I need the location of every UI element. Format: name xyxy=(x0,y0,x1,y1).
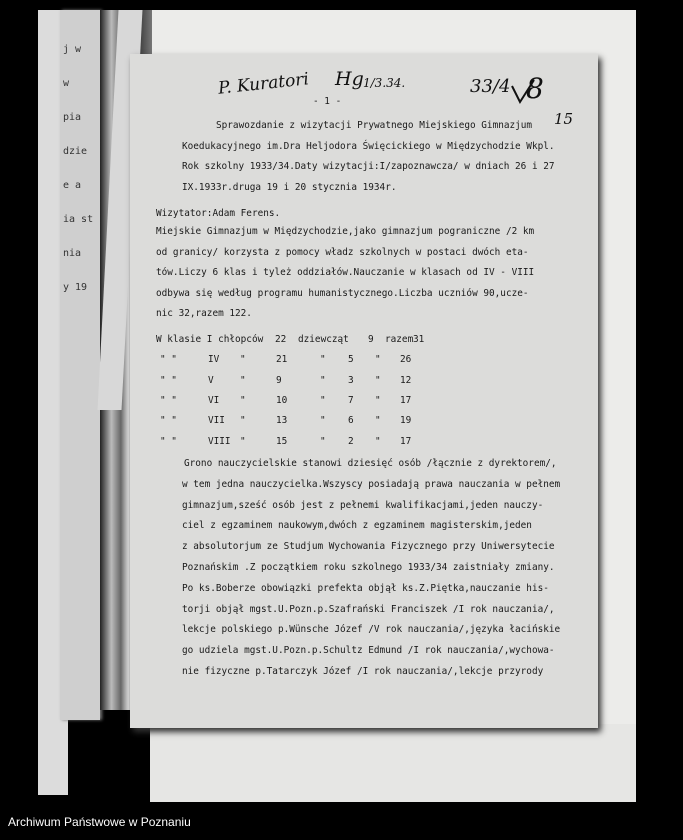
text-line: Po ks.Boberze obowiązki prefekta objął ks.Z.Piętka,nauczanie his- xyxy=(182,582,549,594)
text-line: ciel z egzaminem naukowym,dwóch z egzaminem magisterskim,jeden xyxy=(182,520,532,532)
class-table-cell: " xyxy=(320,435,326,447)
class-table-cell: " xyxy=(240,374,246,386)
class-table-cell: " xyxy=(320,354,326,366)
text-line: torji objął mgst.U.Pozn.p.Szafrański Franciszek /I rok nauczania/, xyxy=(182,603,555,615)
class-table-cell: " xyxy=(375,394,381,406)
left-strip-line: y 19 xyxy=(63,282,88,293)
text-line: lekcje polskiego p.Wünsche Józef /V rok nauczania/,języka łacińskie xyxy=(182,624,561,636)
class-table-cell: 9 xyxy=(276,374,282,386)
text-line: w tem jedna nauczycielka.Wszyscy posiadają prawa nauczania w pełnem xyxy=(182,478,561,490)
class-table-cell: 7 xyxy=(348,394,354,406)
annotation-side-number: 15 xyxy=(554,110,574,128)
class-table-cell: 10 xyxy=(276,394,288,406)
left-strip-line: dzie xyxy=(63,146,88,157)
annotation-top-left: P. Kuratori xyxy=(217,69,310,99)
class-table-cell: " xyxy=(375,435,381,447)
class-table-cell: dziewcząt xyxy=(298,334,349,345)
class-table-cell: " xyxy=(375,354,381,366)
class-table-cell: " xyxy=(240,415,246,427)
text-line: Grono nauczycielskie stanowi dziesięć osób /łącznie z dyrektorem/, xyxy=(184,458,557,469)
annotation-mark: 8 xyxy=(526,72,544,105)
class-table-cell: " xyxy=(240,354,246,366)
class-table-cell: " xyxy=(375,374,381,386)
class-table-cell: " xyxy=(320,374,326,386)
class-table-cell: VI xyxy=(208,394,220,406)
background-sheet-lower xyxy=(150,724,636,802)
text-line: Poznańskim .Z początkiem roku szkolnego 1933/34 zaistniały zmiany. xyxy=(182,562,555,573)
text-line: gimnazjum,sześć osób jest z pełnemi kwalifikacjami,jeden nauczy- xyxy=(182,499,544,511)
class-table-cell: " xyxy=(320,394,326,406)
class-table-cell: 31 xyxy=(413,334,425,345)
class-table-cell: 17 xyxy=(400,394,412,406)
class-table-cell: " xyxy=(240,394,246,406)
class-table-cell: 12 xyxy=(400,374,412,386)
text-line: od granicy/ korzysta z pomocy władz szkolnych w postaci dwóch eta- xyxy=(156,246,529,258)
text-line: Rok szkolny 1933/34.Daty wizytacji:I/zapoznawcza/ w dniach 26 i 27 xyxy=(182,161,555,172)
page-number: - 1 - xyxy=(313,96,342,107)
class-table-cell: 17 xyxy=(400,435,412,447)
class-table-cell: VII xyxy=(208,415,225,427)
text-line: go udziela mgst.U.Pozn.p.Schultz Edmund /I rok nauczania/,wychowa- xyxy=(182,645,555,657)
text-line: nie fizyczne p.Tatarczyk Józef /I rok nauczania/,lekcje przyrody xyxy=(182,666,544,677)
left-strip-line: pia xyxy=(63,112,82,123)
text-line: z absolutorjum ze Studjum Wychowania Fizycznego przy Uniwersytecie xyxy=(182,541,555,553)
class-table-cell: " " xyxy=(160,374,177,386)
class-table-cell: 15 xyxy=(276,435,288,447)
class-table-cell: " " xyxy=(160,354,177,366)
check-mark-icon xyxy=(508,76,538,108)
text-line: odbywa się według programu humanistycznego.Liczba uczniów 90,ucze- xyxy=(156,287,529,299)
class-table-cell: 3 xyxy=(348,374,354,386)
text-line: IX.1933r.druga 19 i 20 stycznia 1934r. xyxy=(182,181,397,193)
class-table-cell: 5 xyxy=(348,354,354,366)
class-table-cell: " xyxy=(375,415,381,427)
class-table-cell: 9 xyxy=(368,334,374,345)
class-table-cell: 19 xyxy=(400,415,412,427)
left-strip-line: w xyxy=(63,78,70,89)
left-strip-line: nia xyxy=(63,248,82,259)
archive-footer: Archiwum Państwowe w Poznaniu xyxy=(8,815,191,829)
annotation-initials: Hg xyxy=(335,68,364,90)
left-strip-text xyxy=(63,20,99,298)
class-table-cell: " " xyxy=(160,435,177,447)
class-table-cell: " xyxy=(240,435,246,447)
document-page xyxy=(130,54,598,728)
class-table-cell: " " xyxy=(160,415,177,427)
class-table-cell: W klasie I chłopców xyxy=(156,334,264,345)
text-line: Miejskie Gimnazjum w Międzychodzie,jako gimnazjum pograniczne /2 km xyxy=(156,226,535,237)
class-table-cell: 22 xyxy=(275,334,287,345)
text-line: nic 32,razem 122. xyxy=(156,308,252,319)
class-table-cell: 26 xyxy=(400,354,412,366)
class-table-cell: 21 xyxy=(276,354,288,366)
class-table-cell: 6 xyxy=(348,415,354,427)
class-table-cell: " " xyxy=(160,394,177,406)
inspector-line: Wizytator:Adam Ferens. xyxy=(156,208,281,219)
left-strip-line: j w xyxy=(63,44,82,55)
annotation-ref-number: 33/4 xyxy=(470,76,511,97)
annotation-date: 1/3.34. xyxy=(363,76,406,90)
class-table-cell: V xyxy=(208,374,214,386)
text-line: Koedukacyjnego im.Dra Heljodora Święcickiego w Międzychodzie Wkpl. xyxy=(182,140,555,152)
class-table-cell: " xyxy=(320,415,326,427)
class-table-cell: 13 xyxy=(276,415,288,427)
left-strip-line: ia st xyxy=(63,214,94,225)
class-table-cell: VIII xyxy=(208,435,231,447)
class-table-cell: razem xyxy=(385,334,414,345)
class-table-cell: 2 xyxy=(348,435,354,447)
text-line: Sprawozdanie z wizytacji Prywatnego Miejskiego Gimnazjum xyxy=(216,120,533,131)
class-table-cell: IV xyxy=(208,354,220,366)
text-line: tów.Liczy 6 klas i tyleż oddziałów.Nauczanie w klasach od IV - VIII xyxy=(156,267,535,278)
left-strip-line: e a xyxy=(63,180,82,191)
